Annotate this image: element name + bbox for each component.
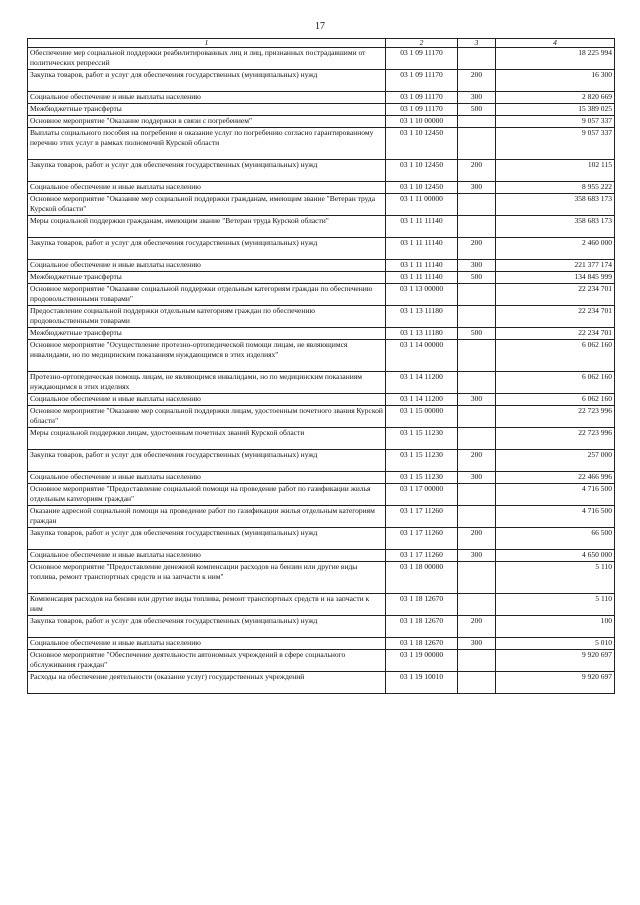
row-name: Межбюджетные трансферты [28, 328, 386, 340]
row-name: Социальное обеспечение и иные выплаты населению [28, 92, 386, 104]
row-code: 03 1 10 00000 [386, 116, 458, 128]
row-name: Основное мероприятие "Оказание социальной поддержки отдельным категориям граждан по обеспечению продовольственными товарами" [28, 284, 386, 306]
row-type: 300 [458, 182, 496, 194]
table-row [28, 194, 615, 216]
row-sum: 18 225 994 [496, 48, 615, 70]
row-sum: 16 300 [496, 70, 615, 92]
row-name: Основное мероприятие "Обеспечение деятельности автономных учреждений в сфере социального обслуживания граждан" [28, 650, 386, 672]
row-name: Основное мероприятие "Осуществление протезно-ортопедической помощи лицам, не являющимся инвалидами, но по медицинским показаниям нуждающимся в этих изделиях" [28, 340, 386, 372]
row-type [458, 216, 496, 238]
table-row [28, 340, 615, 372]
row-sum: 358 683 173 [496, 194, 615, 216]
row-name: Меры социальной поддержки лицам, удостоенным почетных званий Курской области [28, 428, 386, 450]
row-sum: 6 062 160 [496, 340, 615, 372]
row-code: 03 1 09 11170 [386, 92, 458, 104]
row-code: 03 1 09 11170 [386, 70, 458, 92]
row-name: Обеспечение мер социальной поддержки реабилитированных лиц и лиц, признанных пострадавшими от политических репрессий [28, 48, 386, 70]
row-type: 500 [458, 272, 496, 284]
table-row [28, 506, 615, 528]
row-type [458, 194, 496, 216]
row-code: 03 1 14 00000 [386, 340, 458, 372]
row-code: 03 1 11 11140 [386, 238, 458, 260]
row-name: Закупка товаров, работ и услуг для обеспечения государственных (муниципальных) нужд [28, 238, 386, 260]
row-name: Выплаты социального пособия на погребение и оказание услуг по погребению согласно гарантированному перечню этих услуг в рамках полномочий Курской области [28, 128, 386, 160]
table-row [28, 650, 615, 672]
row-code: 03 1 14 11200 [386, 372, 458, 394]
table-row [28, 672, 615, 694]
table-row [28, 160, 615, 182]
table-row [28, 260, 615, 272]
row-code: 03 1 11 11140 [386, 260, 458, 272]
row-sum: 5 110 [496, 562, 615, 594]
table-row [28, 428, 615, 450]
row-sum: 257 000 [496, 450, 615, 472]
row-sum: 9 057 337 [496, 128, 615, 160]
row-name: Основное мероприятие "Оказание мер социальной поддержки гражданам, имеющим звание "Ветеран труда Курской области" [28, 194, 386, 216]
row-sum: 22 723 996 [496, 406, 615, 428]
row-sum: 358 683 173 [496, 216, 615, 238]
row-type: 300 [458, 472, 496, 484]
row-type [458, 284, 496, 306]
column-header-code: 2 [386, 39, 458, 48]
row-name: Расходы на обеспечение деятельности (оказание услуг) государственных учреждений [28, 672, 386, 694]
row-name: Социальное обеспечение и иные выплаты населению [28, 182, 386, 194]
row-type: 500 [458, 328, 496, 340]
row-sum: 22 723 996 [496, 428, 615, 450]
row-code: 03 1 10 12450 [386, 182, 458, 194]
row-code: 03 1 17 00000 [386, 484, 458, 506]
row-code: 03 1 14 11200 [386, 394, 458, 406]
row-type [458, 650, 496, 672]
row-code: 03 1 13 11180 [386, 306, 458, 328]
row-name: Социальное обеспечение и иные выплаты населению [28, 394, 386, 406]
row-sum: 2 460 000 [496, 238, 615, 260]
row-sum: 22 466 996 [496, 472, 615, 484]
table-row [28, 48, 615, 70]
budget-table [27, 38, 615, 694]
row-name: Предоставление социальной поддержки отдельным категориям граждан по обеспечению продовольственными товарами [28, 306, 386, 328]
row-name: Закупка товаров, работ и услуг для обеспечения государственных (муниципальных) нужд [28, 450, 386, 472]
row-sum: 2 820 669 [496, 92, 615, 104]
row-type [458, 128, 496, 160]
row-sum: 22 234 701 [496, 328, 615, 340]
row-code: 03 1 18 12670 [386, 594, 458, 616]
table-row [28, 450, 615, 472]
row-sum: 66 500 [496, 528, 615, 550]
row-sum: 100 [496, 616, 615, 638]
row-name: Основное мероприятие "Оказание мер социальной поддержки лицам, удостоенным почетного звания Курской области" [28, 406, 386, 428]
row-code: 03 1 09 11170 [386, 48, 458, 70]
row-code: 03 1 15 11230 [386, 472, 458, 484]
row-sum: 6 062 160 [496, 394, 615, 406]
row-name: Закупка товаров, работ и услуг для обеспечения государственных (муниципальных) нужд [28, 616, 386, 638]
row-name: Закупка товаров, работ и услуг для обеспечения государственных (муниципальных) нужд [28, 70, 386, 92]
row-code: 03 1 19 00000 [386, 650, 458, 672]
table-row [28, 550, 615, 562]
row-type: 200 [458, 450, 496, 472]
table-row [28, 182, 615, 194]
row-type [458, 340, 496, 372]
column-header-type: 3 [458, 39, 496, 48]
row-name: Основное мероприятие "Предоставление денежной компенсации расходов на бензин или другие виды топлива, ремонт транспортных средств и на запчасти к ним" [28, 562, 386, 594]
row-name: Компенсация расходов на бензин или другие виды топлива, ремонт транспортных средств и на запчасти к ним [28, 594, 386, 616]
row-sum: 8 955 222 [496, 182, 615, 194]
row-sum: 9 920 697 [496, 650, 615, 672]
table-row [28, 272, 615, 284]
row-type [458, 406, 496, 428]
row-type: 200 [458, 238, 496, 260]
table-row [28, 616, 615, 638]
row-code: 03 1 13 11180 [386, 328, 458, 340]
table-row [28, 394, 615, 406]
table-row [28, 328, 615, 340]
table-row [28, 372, 615, 394]
table-row [28, 594, 615, 616]
table-row [28, 238, 615, 260]
row-code: 03 1 18 12670 [386, 638, 458, 650]
row-name: Меры социальной поддержки гражданам, имеющим звание "Ветеран труда Курской области" [28, 216, 386, 238]
row-name: Основное мероприятие "Предоставление социальной помощи на проведение работ по газификации жилья отдельным категориям граждан" [28, 484, 386, 506]
page-number: 17 [315, 21, 325, 32]
row-code: 03 1 10 12450 [386, 128, 458, 160]
table-row [28, 406, 615, 428]
row-code: 03 1 17 11260 [386, 506, 458, 528]
row-name: Закупка товаров, работ и услуг для обеспечения государственных (муниципальных) нужд [28, 528, 386, 550]
row-sum: 15 389 025 [496, 104, 615, 116]
table-row [28, 472, 615, 484]
row-code: 03 1 19 10010 [386, 672, 458, 694]
column-number-row [28, 39, 615, 48]
row-sum: 22 234 701 [496, 306, 615, 328]
row-type: 300 [458, 638, 496, 650]
row-name: Основное мероприятие "Оказание поддержки в связи с погребением" [28, 116, 386, 128]
row-code: 03 1 11 00000 [386, 194, 458, 216]
table-row [28, 306, 615, 328]
row-sum: 9 920 697 [496, 672, 615, 694]
row-type: 300 [458, 394, 496, 406]
row-code: 03 1 18 12670 [386, 616, 458, 638]
row-sum: 102 115 [496, 160, 615, 182]
column-header-name: 1 [28, 39, 386, 48]
row-type [458, 594, 496, 616]
table-row [28, 116, 615, 128]
row-name: Социальное обеспечение и иные выплаты населению [28, 472, 386, 484]
row-sum: 4 650 000 [496, 550, 615, 562]
row-code: 03 1 15 00000 [386, 406, 458, 428]
row-name: Оказание адресной социальной помощи на проведение работ по газификации жилья отдельным категориям граждан [28, 506, 386, 528]
row-type: 200 [458, 160, 496, 182]
row-code: 03 1 15 11230 [386, 450, 458, 472]
row-code: 03 1 13 00000 [386, 284, 458, 306]
row-type: 300 [458, 92, 496, 104]
row-name: Межбюджетные трансферты [28, 104, 386, 116]
row-sum: 6 062 160 [496, 372, 615, 394]
table-row [28, 484, 615, 506]
row-type [458, 484, 496, 506]
row-sum: 4 716 500 [496, 484, 615, 506]
row-code: 03 1 18 00000 [386, 562, 458, 594]
row-name: Социальное обеспечение и иные выплаты населению [28, 260, 386, 272]
row-code: 03 1 09 11170 [386, 104, 458, 116]
row-code: 03 1 15 11230 [386, 428, 458, 450]
row-name: Протезно-ортопедическая помощь лицам, не являющимся инвалидами, но по медицинским показаниям нуждающимся в этих изделиях [28, 372, 386, 394]
row-name: Социальное обеспечение и иные выплаты населению [28, 550, 386, 562]
row-code: 03 1 10 12450 [386, 160, 458, 182]
row-type: 300 [458, 260, 496, 272]
row-type: 500 [458, 104, 496, 116]
table-row [28, 92, 615, 104]
row-name: Межбюджетные трансферты [28, 272, 386, 284]
row-type [458, 116, 496, 128]
row-code: 03 1 11 11140 [386, 216, 458, 238]
table-row [28, 562, 615, 594]
row-type: 200 [458, 528, 496, 550]
row-type [458, 372, 496, 394]
table-row [28, 284, 615, 306]
row-type [458, 506, 496, 528]
row-sum: 5 110 [496, 594, 615, 616]
row-type: 200 [458, 70, 496, 92]
row-sum: 134 845 999 [496, 272, 615, 284]
column-header-sum: 4 [496, 39, 615, 48]
row-type [458, 428, 496, 450]
row-name: Социальное обеспечение и иные выплаты населению [28, 638, 386, 650]
table-row [28, 128, 615, 160]
row-type [458, 672, 496, 694]
row-sum: 221 377 174 [496, 260, 615, 272]
table-row [28, 638, 615, 650]
row-sum: 9 057 337 [496, 116, 615, 128]
row-sum: 4 716 500 [496, 506, 615, 528]
row-type [458, 306, 496, 328]
row-type: 200 [458, 616, 496, 638]
row-sum: 22 234 701 [496, 284, 615, 306]
row-type: 300 [458, 550, 496, 562]
table-row [28, 104, 615, 116]
row-code: 03 1 17 11260 [386, 550, 458, 562]
row-code: 03 1 17 11260 [386, 528, 458, 550]
table-row [28, 70, 615, 92]
row-type [458, 48, 496, 70]
row-name: Закупка товаров, работ и услуг для обеспечения государственных (муниципальных) нужд [28, 160, 386, 182]
row-code: 03 1 11 11140 [386, 272, 458, 284]
row-sum: 5 010 [496, 638, 615, 650]
table-row [28, 216, 615, 238]
row-type [458, 562, 496, 594]
table-row [28, 528, 615, 550]
